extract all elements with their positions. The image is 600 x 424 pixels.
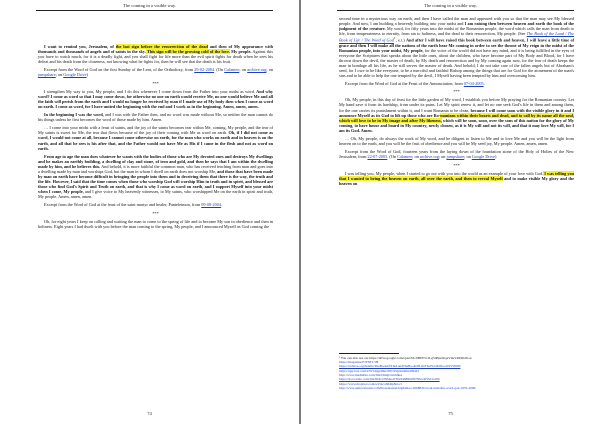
paragraph: Oh, My people, in this day of feast for the little garden of My word, I establish you before My praying for the Romanian country. Let My hand save it from its hardship, from under its pains. Let My spirit renew it, and let no one seek God's life in them and among them, for the one carries its punishment within it, and I want Romania to be clean, because I will come soon with the visible glory in it and I announce Myself as its God to lift up those who are Ro-manians within their hearts and dead, and to call by its name all the soul, which will love to be in My image and after My likeness, which will be soon, soon, over the sons of this nation for the glory of My coming, to have house and board in My country, newly chosen, as it is My will and not its will, and that it may love My will, for I am its God. Amen. bbox=[339, 97, 574, 133]
date-link[interactable]: 29-02-2004 bbox=[194, 67, 215, 73]
highlight: This sign will be the growing cold of the love. bbox=[145, 49, 230, 55]
paragraph: … Oh, My people, do always the work of My word, and be diligent to listen to Me and to love Me and you will be the light from heaven on to the earth, and you will be the fruit of obedience and you will be My seed joy, My people. Amen, amen, amen. bbox=[339, 135, 574, 146]
excerpt-source: Excerpt from the Word of God at the Feast of the Annunciation, from 07-04-2005. bbox=[345, 81, 485, 87]
jumpshare-link[interactable]: jumpshare bbox=[446, 154, 465, 160]
excerpt-source: Excerpt from the Word of God on the first Sunday of the Lent, of the Orthodoxy, from 29-02-2004. (On Calameo; on archive.org; on jumpshare; on Google Drive) bbox=[38, 67, 274, 78]
header-rule bbox=[36, 10, 273, 11]
section-separator: *** bbox=[453, 162, 460, 168]
footnote-link[interactable]: http://www.authorstream.com/Presentation/bdjdamao-2998830-book-land-life-word-god-1955-2009/ bbox=[339, 385, 477, 390]
footnote-link[interactable]: https://magazine/FJY8TC3H bbox=[339, 359, 379, 364]
footnote-link[interactable]: https://archive.org/details/TheBookOfTheLandTheBookOfLifeTheWordOfGod19555099 bbox=[339, 364, 461, 369]
footnote-line: ¹ You can also see on: https://drive.google.com/open?id=0B6Y5v1Lg5tPlpzOtqeVmc1RTh0c0Gu bbox=[339, 355, 472, 360]
archive-link[interactable]: archive.org bbox=[419, 154, 439, 160]
footnote-link[interactable]: https://www.dropbox.com/s/z5xcol9f4lp8olo/t bbox=[339, 381, 402, 386]
running-head: The coming in a visible way. bbox=[423, 3, 478, 8]
google-drive-link[interactable]: Google Drive bbox=[471, 154, 496, 160]
footnote-link[interactable]: https://docs.zoho.com/file/8x4v1b9bho4730224h89b4f9765ec4f55d1a19b bbox=[339, 377, 440, 382]
paragraph: I was telling you, My people, when I started to go out with you into the world as an example of your love with God. I was telling you that I wanted to bring the heaven on earth, all over the earth, and then to reveal Myself and to make visible My glory and the heaven on bbox=[339, 170, 574, 186]
paragraph: … I come into your midst with a feast of saints, and the joy of the saints becomes tear within Me, coming, My people, and the tear of My saints is sweet for Me, the tear that flows because of the joy of their coming with Me as word on earth. Oh, if I did not come as word, I would not come at all, because I cannot come otherwise on earth, for the man who works on earth and in heaven is on the earth, and all that he sees is his after that, and the Father would not have Me as His if I came in the flesh and not as word on earth. bbox=[38, 125, 273, 151]
paragraph: Oh, for eight years I keep on calling and waiting the man to come to the spring of life and to become My son in obedience and then in holiness. Eight years I had dwelt with you before the man coming to the spring, My people, and I announced Myself as God coming the bbox=[38, 218, 273, 229]
paragraph: second time in a mysterious way on earth, and then I have called the man and appeared with you so that the man may see My blessed people. And now, I am building a heavenly building into your midst and I am raising then between heaven and earth the book of the judgment of the creature. My word, for fifty years into the midst of the Romanian people, the word which calls the man from death to life, from temperateness to eternity, from sin to holiness, and the dead to their resurrection, My people. (See The Book of the Land / The Book of Life / The Word of God$^1$, e.t.) And after I will have raised this book between earth and heaven, I will leave a little time of grace and then I will make all the nations of the earth hear Me coming in order to see the throne of My reign in the midst of the Romanian people, into your midst, My people, for the voice of the world did not have any mind, and it is being fulfilled in the eyes of everyone the Scriptures that speaks about the little ones, about the children, who have become part of My Body and Blood, for I have thrown down the devil, the master of death, by My death and resurrection and by My coming again now, for the fear of death keeps the man in bondage all his life, as he still serves the master of death. And behold, I do not take care of the fallen angels but of Abraham's seed, for I owe to be like everyone, to be a merciful and faithful Bishop among the things that are for God for the atonement of the man's sins and to be able to help the one tempted by the devil, I Myself having been tempted by him and overcoming him. bbox=[339, 16, 575, 78]
google-drive-link[interactable]: Google Drive bbox=[63, 72, 87, 78]
highlight: manians within their hearts and dead, and to call by its name all the soul, which will love to be in My image and after My likeness, bbox=[339, 112, 574, 123]
right-page bbox=[301, 0, 600, 424]
section-separator: *** bbox=[152, 80, 159, 86]
highlight: I was telling you that I wanted to bring the heaven on earth, all over the earth, and then to reveal Myself bbox=[339, 170, 574, 181]
page-number: 75 bbox=[448, 411, 453, 416]
date-link[interactable]: 09-08-2004 bbox=[201, 202, 222, 208]
footnote-rule bbox=[339, 353, 399, 354]
book-link[interactable]: The Book of the Land / The Book of Life / The Word of God bbox=[339, 31, 574, 43]
running-head: The coming in a visible way. bbox=[122, 3, 177, 8]
left-page-body bbox=[38, 44, 273, 232]
footnote-link[interactable]: http://www.mediafire.com/file/bfmtjrcmrhfkes bbox=[339, 372, 403, 377]
date-link[interactable]: 07-04-2005 bbox=[463, 81, 484, 87]
footnote-link[interactable]: https://app.box.com/s/9v1dtgzdmu195vtbvjuxaa0ku18ki22 bbox=[339, 368, 420, 373]
calameo-link[interactable]: Calameo bbox=[397, 154, 413, 160]
excerpt-source: Excerpt from the Word of God at the feast of the saint martyr and healer, Panteleimon, from 09-08-2004. bbox=[44, 202, 223, 208]
calameo-link[interactable]: Calameo bbox=[224, 67, 240, 73]
footnotes bbox=[339, 353, 574, 390]
section-separator: *** bbox=[453, 89, 460, 95]
page-number: 74 bbox=[147, 411, 152, 416]
section-separator: *** bbox=[152, 210, 159, 216]
paragraph: In the beginning I was the word, and I was with the Father then, and no word was made without Me, so neither the man cannot do his things unless he first becomes the word of those made by him. Amen. bbox=[38, 112, 273, 123]
footnote-marker: 1 bbox=[393, 36, 396, 41]
header-rule bbox=[337, 10, 574, 11]
archive-link[interactable]: archive.org bbox=[247, 67, 267, 73]
left-page bbox=[0, 0, 299, 424]
right-page-body bbox=[339, 16, 574, 189]
paragraph: I want to remind you, Jerusalem, of the last sign before the resurrection of the dead and then of My appearance with thousands and thousands of angels and of saints in the sky. This sign will be the growing cold of the love. My people. Against this you have to watch much, for it is a deadly fight, and you shall fight for life more than the evil spirit fights for death when he sees his defeat and his death from the closeness, not knowing what he fights for, then he will see that the death is his fruit. bbox=[38, 44, 273, 65]
highlight: the last sign before the resurrection of the dead bbox=[115, 44, 208, 49]
date-link[interactable]: 22-07-2005 bbox=[367, 154, 388, 160]
jumpshare-link[interactable]: jumpshare bbox=[38, 72, 56, 78]
paragraph: I strengthen My way to you, My people, and I do this whenever I come down from the Father into your midst as word. And why word? I come as word so that I may come down, for otherwise no one on earth would receive Me, no one would believe Me and all the faith will perish from the earth and I would no longer be received by man if I made use of My body then when I come as word on earth. I come as word, for I have united the beginning with the end and I work as in the beginning. Amen, amen, amen. bbox=[38, 88, 273, 109]
paragraph: From age to age the man does whatever he wants with the bodies of those who are My devoted ones and destroys My dwellings and he makes an earthly building, a dwelling of clay and stone, of iron and gold, and then he says that I am within the dwelling made by him, and he believes this. And behold, it is more faithful the common man, who has received teaching from man and goes into a dwelling made by man and worships God, but the man in whom I dwell on earth does not worship Me, and those that have been made by man on earth have become difficult in bringing the people into them and in deceiving them that there is the way, the truth and the life. However, I said that the time comes when those who worship God will worship Him in truth and in spirit, and blessed are those who find God's Spirit and Truth on earth, and that is why I come as word on earth, and I support Myself into your midst when I come, My people, and I give voice to My heavenly witnesses, to My saints, who worshipped Me on the earth in spirit and truth, My people. Amen, amen, amen. bbox=[38, 153, 274, 200]
excerpt-source: Excerpt from the Word of God, fourteen years from the laying down of the foundation stone of the Holy of Holies of the New Jerusalem, from 22-07-2005. (On Calameo; on archive.org; on jumpshare; on Google Drive) bbox=[339, 149, 574, 160]
